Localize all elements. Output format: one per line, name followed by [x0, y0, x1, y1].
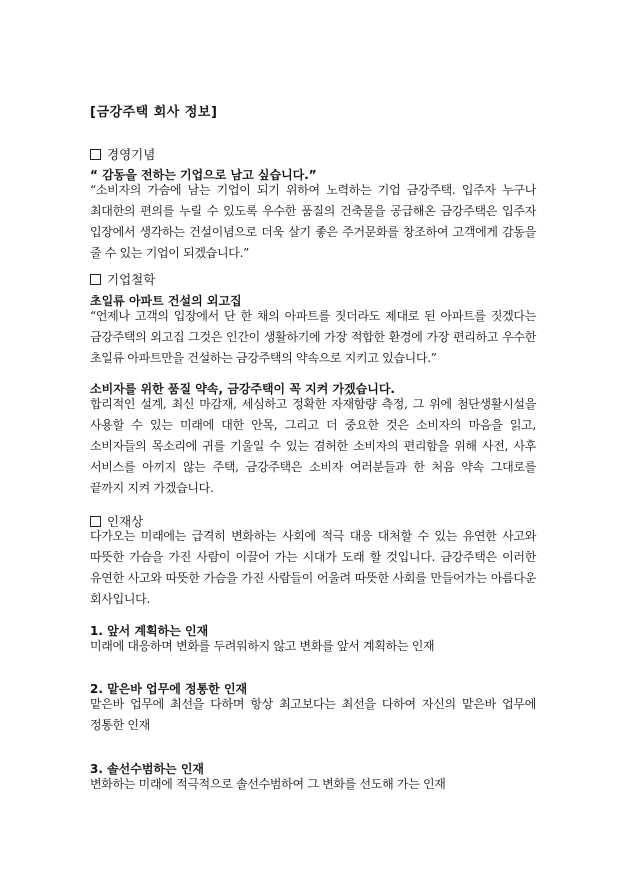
talent-item-2-title: 2. 맡은바 업무에 정통한 인재: [90, 682, 248, 696]
section-heading-label: 인재상: [107, 514, 144, 529]
philosophy-subheading-2: 소비자를 위한 품질 약속, 금강주택이 꼭 지켜 가겠습니다.: [90, 382, 395, 396]
section-heading-label: 기업철학: [107, 272, 156, 287]
talent-item-3-text: 변화하는 미래에 적극적으로 솔선수범하여 그 변화를 선도해 가는 인재: [90, 777, 446, 791]
management-slogan: “ 감동을 전하는 기업으로 남고 싶습니다.”: [90, 168, 317, 182]
document-title: [금강주택 회사 정보]: [90, 105, 218, 120]
talent-item-3-title: 3. 솔선수범하는 인재: [90, 762, 205, 776]
management-paragraph: “소비자의 가슴에 남는 기업이 되기 위하여 노력하는 기업 금강주택. 입주자 누구나 최대한의 편의를 누릴 수 있도록 우수한 품질의 건축물을 공급해온 금강주택은 입주자 입장에서 생각하는 건설이념으로 더욱 살기 좋은 주거문화를 창조하여 고객에게 감동을 줄 수 있는 기업이 되겠습니다.”: [90, 183, 536, 260]
talent-paragraph: 다가오는 미래에는 급격히 변화하는 사회에 적극 대응 대처할 수 있는 유연한 사고와 따뜻한 가슴을 가진 사람이 이끌어 가는 시대가 도래 할 것입니다. 금강주택은 이러한 유연한 사고와 따뜻한 가슴을 가진 사람들이 어울려 따뜻한 사회를 만들어가는 아름다운 회사입니다.: [90, 529, 536, 606]
checkbox-square-icon: [90, 149, 101, 160]
section-heading-philosophy: [90, 270, 155, 288]
talent-item-1-text: 미래에 대응하며 변화를 두려워하지 않고 변화를 앞서 계획하는 인재: [90, 639, 435, 653]
philosophy-paragraph-2: 합리적인 설계, 최신 마감재, 세심하고 정확한 자재함량 측정, 그 위에 첨단생활시설을 사용할 수 있는 미래에 대한 안목, 그리고 더 중요한 것은 소비자의 마음을 읽고, 소비자들의 목소리에 귀를 기울일 수 있는 겸허한 소비자의 편리함을 위해 사전, 사후 서비스를 아끼지 않는 주택, 금강주택은 소비자 여러분들과 한 처음 약속 그대로를 끝까지 지켜 가겠습니다.: [90, 397, 536, 495]
philosophy-subheading-1: 초일류 아파트 건설의 외고집: [90, 294, 242, 308]
checkbox-square-icon: [90, 274, 101, 285]
section-heading-management: [90, 145, 155, 163]
philosophy-paragraph-1: “언제나 고객의 입장에서 단 한 채의 아파트를 짓더라도 제대로 된 아파트를 짓겠다는 금강주택의 외고집 그것은 인간이 생활하기에 가장 적합한 환경에 가장 편리하고 우수한 초일류 아파트만을 건설하는 금강주택의 약속으로 지키고 있습니다.”: [90, 309, 536, 365]
section-heading-label: 경영기념: [107, 147, 156, 162]
talent-item-1-title: 1. 앞서 계획하는 인재: [90, 624, 209, 638]
talent-item-2-text: 맡은바 업무에 최선을 다하며 항상 최고보다는 최선을 다하여 자신의 맡은바 업무에 정통한 인재: [90, 697, 536, 732]
